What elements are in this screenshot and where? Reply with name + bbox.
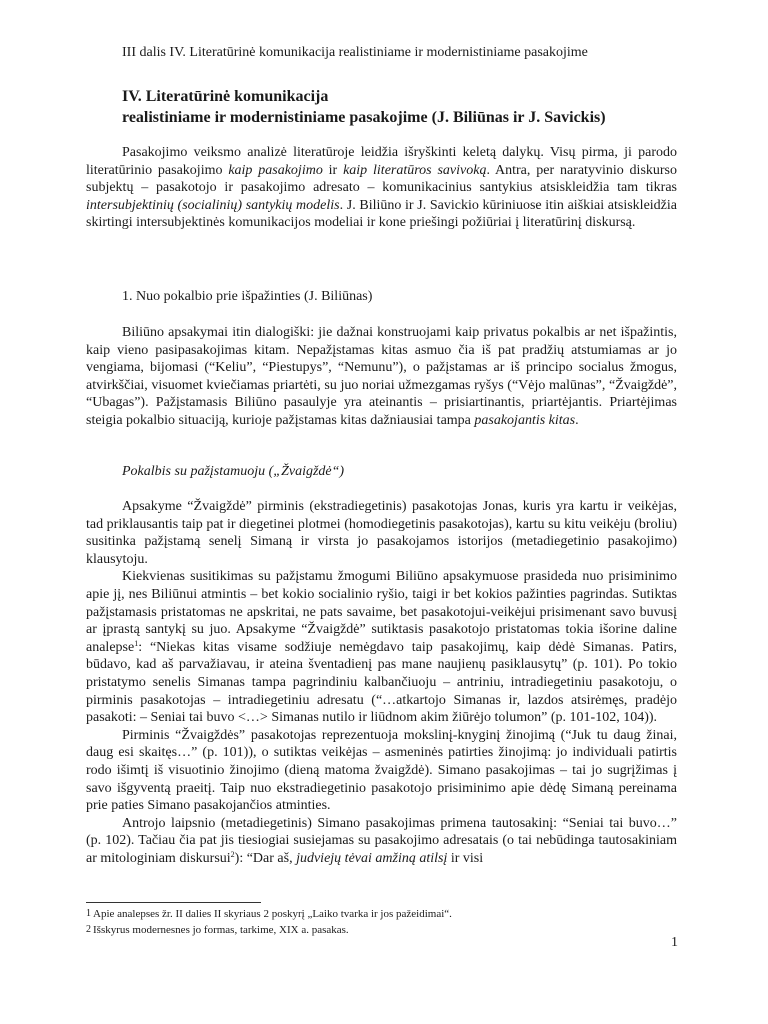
intro-text: . J. Biliūno ir J. Savickio kūriniuose itin aiškiai atsiskleidžia skirtingi intersubjektinės komunikacijos modeliai ir kone priešingi požiūriai į literatūrinį diskursą. [86, 197, 677, 231]
running-header: III dalis IV. Literatūrinė komunikacija realistiniame ir modernistiniame pasakojime [122, 45, 588, 60]
body-text: : “Niekas kitas visame sodžiuje nemėgdavo taip pasakojimų, kaip dėdė Simanas. Patirs, būdavo, kad aš parvažiavau, ir ateina šventadienį pas mane naujienų pasiklausytų” (p. 101). Po tokio pristatymo senelis Simanas tampa pagrindiniu kalbančiuoju – antriniu, intradiegetiniu pasakotoju, o pirminis pasakotojas – intradiegetiniu adresatu (“…atkartojo Simanas ir, lazdos atsirėmęs, pradėjo pasakoti: – Seniai tai buvo <…> Simanas nutilo ir liūdnom akim žiūrėjo tolumon” (p. 101-102, 104)). [86, 639, 677, 726]
section1-paragraph [86, 324, 677, 430]
main-text-block [86, 498, 677, 867]
chapter-title [122, 86, 606, 128]
chapter-title-line-1: IV. Literatūrinė komunikacija [122, 88, 329, 105]
footnote-separator [86, 902, 261, 903]
body-text: . [575, 412, 579, 428]
footnote-mark: 1 [86, 908, 91, 919]
intro-emphasis: intersubjektinių (socialinių) santykių modelis [86, 197, 340, 213]
intro-paragraph [86, 144, 677, 232]
chapter-title-line-2: realistiniame ir modernistiniame pasakojime (J. Biliūnas ir J. Savickis) [122, 109, 606, 126]
body-text: Kiekvienas susitikimas su pažįstamu žmogumi Biliūno apsakymuose prasideda nuo prisiminimo apie jį, nes Biliūnui atmintis – bet kokio socialinio ryšio, taigi ir bet kokios pažinties pagrindas. Sutiktas pažįstamasis pristatomas ne apskritai, ne pats savaime, bet pasakotojui-veikėjui prisimenant savo buvusį ar įprastą santykį su juo. Apsakyme “Žvaigždė” sutiktasis pasakotojo pristatomas tokia išorine daline analepse [86, 569, 677, 655]
subsection-heading: Pokalbis su pažįstamuoju („Žvaigždė“) [122, 464, 345, 479]
body-emphasis: judviejų tėvai amžiną atilsį [296, 850, 448, 866]
footnote-text: Išskyrus modernesnes jo formas, tarkime, XIX a. pasakas. [93, 924, 349, 936]
footnote-text: Apie analepses žr. II dalies II skyriaus 2 poskyrį „Laiko tvarka ir jos pažeidimai“. [93, 908, 452, 920]
footnotes [86, 906, 677, 938]
body-text: ir visi [447, 850, 484, 866]
intro-text: ir [322, 162, 344, 178]
paragraph-kiekvienas [86, 568, 677, 726]
footnote-1 [86, 906, 677, 922]
body-emphasis: pasakojantis kitas [474, 412, 576, 428]
intro-text: Pasakojimo veiksmo analizė literatūroje leidžia išryškinti keletą dalykų. Visų pirma, ji parodo literatūrinio pasakojimo [86, 145, 677, 178]
footnote-2 [86, 922, 677, 938]
intro-emphasis: kaip literatūros savivoką [343, 162, 487, 178]
footnote-reference[interactable]: 2 [230, 849, 235, 859]
paragraph-apsakyme: Apsakyme “Žvaigždė” pirminis (ekstradiegetinis) pasakotojas Jonas, kuris yra kartu ir veikėjas, tad priklausantis taip pat ir diegetinei plotmei (homodiegetinis pasakotojas), kartu su kitu veikėju (broliu) susitinka pažįstamą senelį Simaną ir virsta jo pasakojamos istorijos (metadiegetinio pasakojimo) klausytoju. [86, 499, 677, 567]
paragraph-pirminis: Pirminis “Žvaigždės” pasakotojas reprezentuoja mokslinį-knyginį žinojimą (“Juk tu daug žinai, daug esi skaitęs…” (p. 101)), o sutiktas veikėjas – asmeninės patirties žinojimą: jo individuali patirtis rodo išimtį iš visuotinio žinojimo (dieną matoma žvaigždė). Simano pasakojimas – tai jo sugrįžimas į savo išgyventą praeitį. Taip nuo ekstradiegetinio pasakotojo prisiminimo apie dėdę Simaną pereinama prie paties Simano pasakojančios atminties. [86, 727, 677, 814]
footnote-reference[interactable]: 1 [134, 638, 139, 648]
body-text: Antrojo laipsnio (metadiegetinis) Simano pasakojimas primena tautosakinį: “Seniai tai buvo…” (p. 102). Tačiau čia pat jis tiesiogiai susiejamas su pasakojimo adresatais (o tai nebūdinga tautosakiniam ar mitologiniam diskursui [86, 815, 677, 866]
page-number: 1 [671, 935, 678, 950]
body-text: ): “Dar aš, [234, 850, 297, 866]
intro-text: . Antra, per naratyvinio diskurso subjektų – pasakotojo ir pasakojimo adresato – komunikacinius santykius atsiskleidžia tam tikras [86, 162, 678, 196]
paragraph-antrojo [86, 815, 677, 868]
body-text: Biliūno apsakymai itin dialogiški: jie dažnai konstruojami kaip privatus pokalbis ar net išpažintis, kaip vieno pasipasakojimas kitam. Nepažįstamas kitas asmuo čia iš pat pradžių atstumiamas ar jo vengiama, bijomasi (“Keliu”, “Piestupys”, “Nemunu”), o pažįstamas ar iš principo socialus žmogus, atvirkščiai, visuomet kviečiamas priartėti, su juo noriai užmezgamas ryšys (“Vėjo malūnas”, “Žvaigždė”, “Ubagas”). Pažįstamasis Biliūno pasaulyje yra ateinantis – prisiartinantis, priartėjantis. Priartėjimas steigia pokalbio situaciją, kurioje pažįstamas kitas dažniausiai tampa [86, 325, 677, 428]
section-heading: 1. Nuo pokalbio prie išpažinties (J. Biliūnas) [122, 289, 373, 304]
intro-emphasis: kaip pasakojimo [228, 162, 323, 178]
footnote-mark: 2 [86, 924, 91, 935]
